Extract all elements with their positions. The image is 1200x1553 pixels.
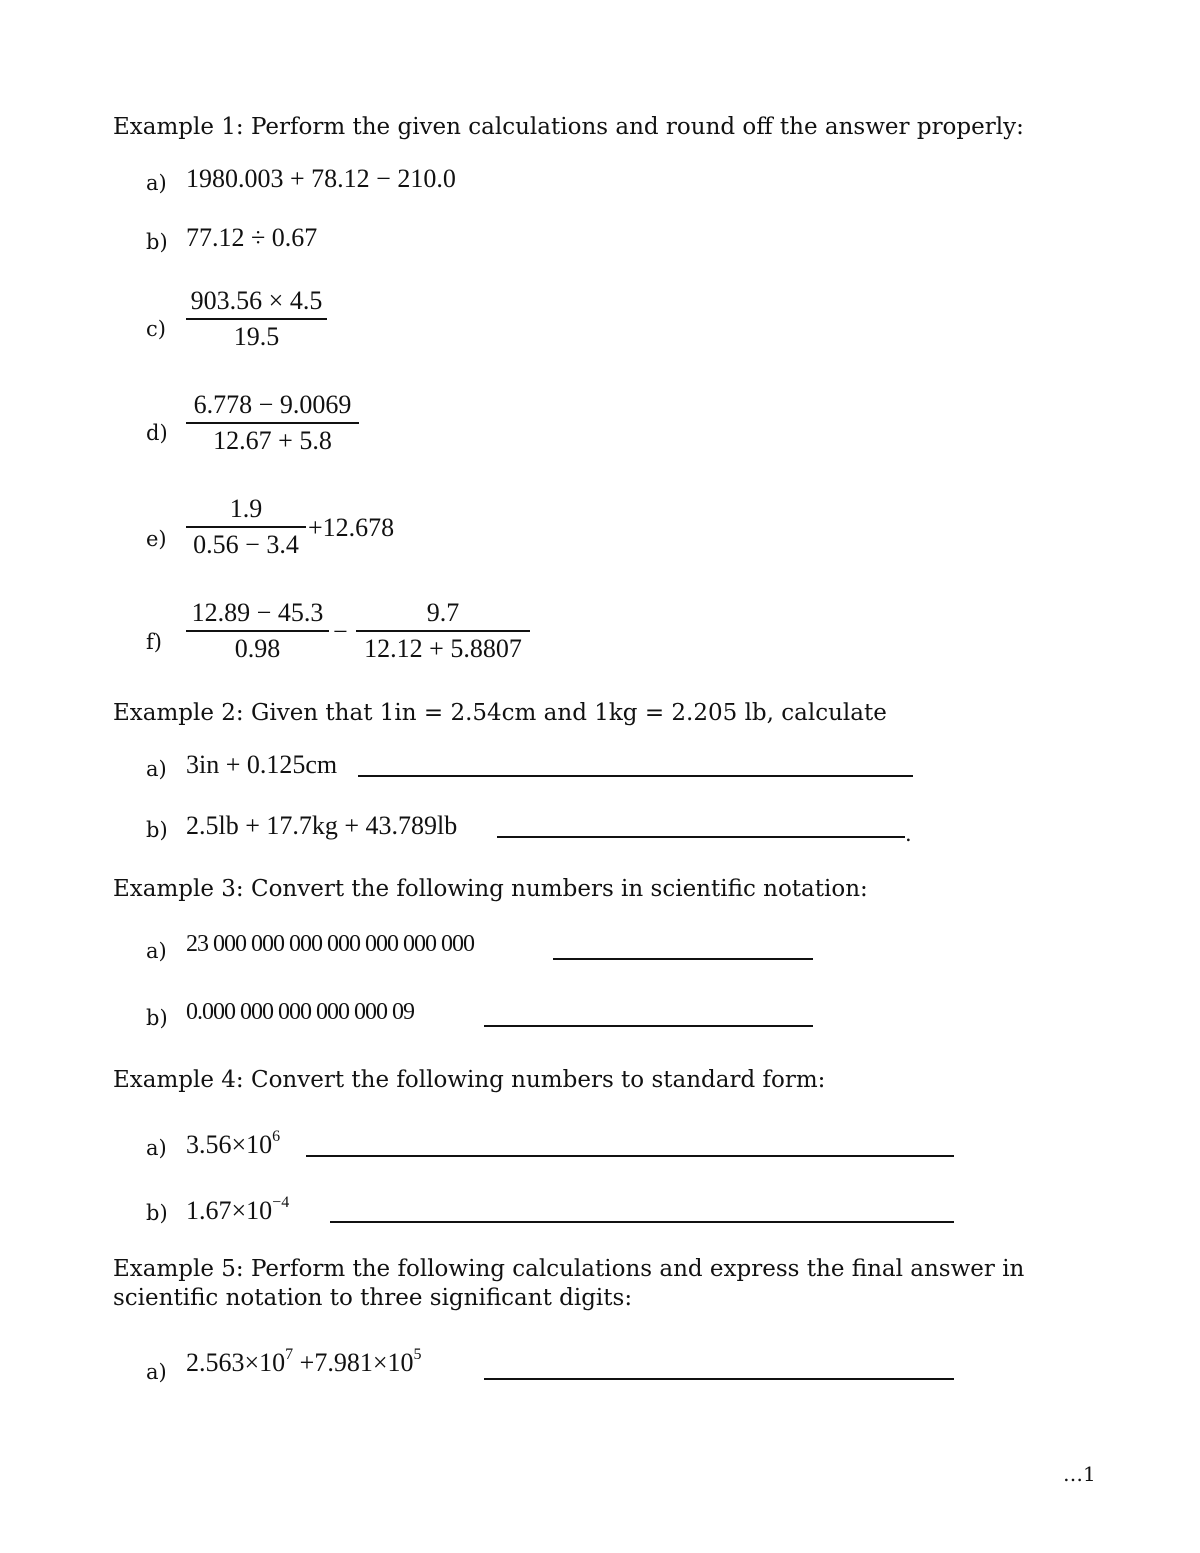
ex1-d-fraction	[186, 390, 359, 456]
ex3-b-label: b)	[146, 1006, 168, 1030]
ex3-b-number: 0.000 000 000 000 000 09	[186, 999, 414, 1025]
ex1-f-label: f)	[146, 630, 162, 654]
ex3-a-answer-blank	[553, 958, 813, 960]
ex2-b-period: .	[905, 822, 912, 846]
ex4-b-base: 1.67×10	[186, 1196, 273, 1225]
ex3-b-answer-blank	[484, 1025, 813, 1027]
ex1-b-expression: 77.12 ÷ 0.67	[186, 223, 318, 252]
ex1-a-expression: 1980.003 + 78.12 − 210.0	[186, 164, 456, 193]
ex3-a-label: a)	[146, 939, 167, 963]
page-number: …1	[1063, 1462, 1096, 1486]
ex5-a-expression	[186, 1346, 422, 1378]
ex1-f-minus: −	[333, 617, 348, 646]
ex5-a-base-1: 2.563×10	[186, 1348, 286, 1377]
example-2-heading: Example 2: Given that 1in = 2.54cm and 1kg = 2.205 lb, calculate	[113, 700, 887, 726]
ex1-e-numerator: 1.9	[229, 494, 263, 523]
ex4-b-answer-blank	[330, 1221, 954, 1223]
ex1-b-label: b)	[146, 230, 168, 254]
ex1-e-tail: +12.678	[308, 513, 395, 542]
ex2-b-answer-blank	[497, 836, 905, 838]
ex4-b-label: b)	[146, 1201, 168, 1225]
ex1-f-numerator-1: 12.89 − 45.3	[191, 598, 324, 627]
ex1-e-fraction	[186, 494, 306, 560]
ex2-b-label: b)	[146, 818, 168, 842]
example-5-heading-line-1: Example 5: Perform the following calculations and express the final answer in	[113, 1256, 1025, 1282]
ex1-c-label: c)	[146, 317, 166, 341]
ex4-b-exponent: −4	[272, 1194, 290, 1211]
example-4-heading: Example 4: Convert the following numbers to standard form:	[113, 1067, 826, 1093]
ex1-a-label: a)	[146, 171, 167, 195]
example-3-heading: Example 3: Convert the following numbers in scientific notation:	[113, 876, 868, 902]
ex4-b-expression	[186, 1194, 289, 1226]
ex1-e-denominator: 0.56 − 3.4	[193, 530, 299, 559]
ex1-e-label: e)	[146, 527, 167, 551]
ex4-a-base: 3.56×10	[186, 1130, 273, 1159]
ex5-a-answer-blank	[484, 1378, 954, 1380]
ex1-f-denominator-1: 0.98	[234, 634, 281, 663]
ex1-f-denominator-2: 12.12 + 5.8807	[364, 634, 522, 663]
ex1-d-numerator: 6.778 − 9.0069	[193, 390, 352, 419]
ex4-a-expression	[186, 1128, 280, 1160]
ex1-f-fraction-1	[186, 598, 329, 664]
ex5-a-label: a)	[146, 1360, 167, 1384]
ex1-f-fraction-2	[356, 598, 530, 664]
ex1-d-label: d)	[146, 421, 168, 445]
ex2-a-answer-blank	[358, 775, 913, 777]
ex2-b-expression: 2.5lb + 17.7kg + 43.789lb	[186, 811, 458, 840]
ex4-a-label: a)	[146, 1136, 167, 1160]
example-5-heading-line-2: scientific notation to three significant digits:	[113, 1285, 633, 1311]
ex5-a-base-2: +7.981×10	[293, 1348, 414, 1377]
ex4-a-answer-blank	[306, 1155, 954, 1157]
ex5-a-exponent-1: 7	[285, 1346, 294, 1363]
example-1-heading: Example 1: Perform the given calculations and round off the answer properly:	[113, 114, 1024, 140]
ex1-f-numerator-2: 9.7	[426, 598, 460, 627]
ex1-c-fraction	[186, 286, 327, 352]
ex1-c-denominator: 19.5	[233, 322, 280, 351]
ex1-d-denominator: 12.67 + 5.8	[213, 426, 332, 455]
ex3-a-number: 23 000 000 000 000 000 000 000	[186, 931, 474, 957]
ex4-a-exponent: 6	[272, 1128, 281, 1145]
ex2-a-expression: 3in + 0.125cm	[186, 750, 338, 779]
ex2-a-label: a)	[146, 757, 167, 781]
ex1-c-numerator: 903.56 × 4.5	[190, 286, 323, 315]
ex5-a-exponent-2: 5	[413, 1346, 422, 1363]
